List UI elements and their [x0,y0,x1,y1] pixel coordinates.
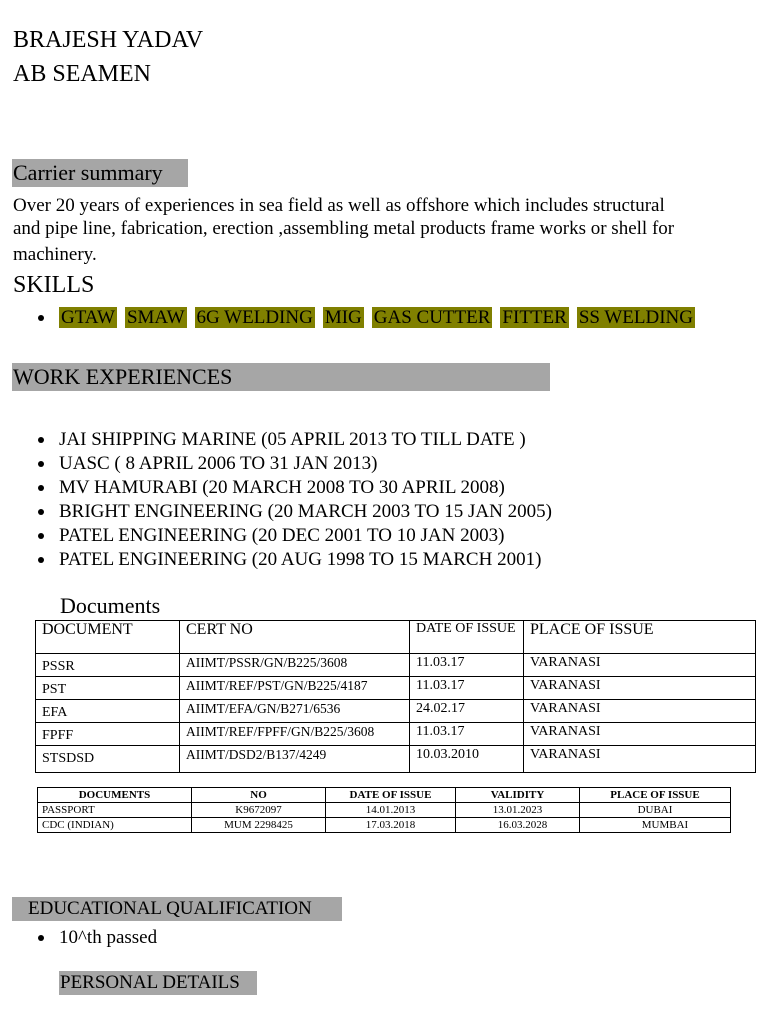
skill-ss-welding: SS WELDING [578,307,693,328]
education-title: EDUCATIONAL QUALIFICATION [28,898,312,919]
skills-item [37,306,695,330]
cell-date: 17.03.2018 [326,818,456,833]
cell-date: 10.03.2010 [410,746,524,773]
skills-heading: SKILLS [13,272,95,298]
summary-text [13,194,674,266]
cell-document: CDC (INDIAN) [38,818,192,833]
cell-cert-no: AIIMT/DSD2/B137/4249 [180,746,410,773]
cell-date: 11.03.17 [410,677,524,700]
skill-gtaw: GTAW [61,307,115,328]
header-cell: DOCUMENTS [38,788,192,803]
work-item: BRIGHT ENGINEERING (20 MARCH 2003 TO 15 JAN 2005) [37,500,552,524]
work-list [37,428,552,572]
education-item: 10^th passed [37,926,157,950]
summary-line-1: Over 20 years of experiences in sea field as well as offshore which includes structural [13,195,665,216]
cell-document: EFA [36,700,180,723]
education-list [37,926,157,950]
header-cell: VALIDITY [456,788,580,803]
skill-mig: MIG [324,307,362,328]
documents-heading: Documents [60,593,161,618]
cell-document: PSSR [36,654,180,677]
table-row [36,723,756,746]
cell-validity: 13.01.2023 [456,803,580,818]
certificates-header-row [36,621,756,654]
header-cell: PLACE OF ISSUE [580,788,731,803]
work-item: PATEL ENGINEERING (20 DEC 2001 TO 10 JAN 2003) [37,524,552,548]
cell-cert-no: AIIMT/REF/PST/GN/B225/4187 [180,677,410,700]
cell-place: VARANASI [524,746,756,773]
cell-document: PST [36,677,180,700]
cell-document: FPFF [36,723,180,746]
work-item: MV HAMURABI (20 MARCH 2008 TO 30 APRIL 2008) [37,476,552,500]
work-heading [12,363,550,391]
cell-place: MUMBAI [580,818,731,833]
work-title: WORK EXPERIENCES [13,364,233,389]
work-item: UASC ( 8 APRIL 2006 TO 31 JAN 2013) [37,452,552,476]
header-cell: PLACE OF ISSUE [524,621,756,654]
cell-place: VARANASI [524,700,756,723]
cell-cert-no: AIIMT/REF/FPFF/GN/B225/3608 [180,723,410,746]
candidate-name: BRAJESH YADAV [13,27,204,53]
skill-fitter: FITTER [502,307,567,328]
cell-document: PASSPORT [38,803,192,818]
id-documents-header-row [38,788,731,803]
cell-validity: 16.03.2028 [456,818,580,833]
cell-place: VARANASI [524,654,756,677]
table-row [38,803,731,818]
skills-list [37,306,695,330]
work-item: JAI SHIPPING MARINE (05 APRIL 2013 TO TILL DATE ) [37,428,552,452]
summary-line-2: and pipe line, fabrication, erection ,assembling metal products frame works or shell for [13,218,675,239]
cell-document: STSDSD [36,746,180,773]
cell-date: 24.02.17 [410,700,524,723]
summary-title: Carrier summary [13,160,163,185]
certificates-table [35,620,756,773]
cell-number: MUM 2298425 [192,818,326,833]
cell-date: 11.03.17 [410,654,524,677]
header-cell: DOCUMENT [36,621,180,654]
header-cell: NO [192,788,326,803]
summary-heading [12,159,188,187]
summary-line-3: machinery. [13,244,97,265]
table-row [36,677,756,700]
table-row [38,818,731,833]
skill-6g-welding: 6G WELDING [196,307,313,328]
cell-cert-no: AIIMT/EFA/GN/B271/6536 [180,700,410,723]
skill-gas-cutter: GAS CUTTER [373,307,491,328]
cell-date: 11.03.17 [410,723,524,746]
candidate-role: AB SEAMEN [13,61,152,87]
header-cell: DATE OF ISSUE [410,621,524,654]
table-row [36,746,756,773]
personal-title: PERSONAL DETAILS [60,972,240,993]
work-item: PATEL ENGINEERING (20 AUG 1998 TO 15 MARCH 2001) [37,548,552,572]
cell-place: DUBAI [580,803,731,818]
header-cell: CERT NO [180,621,410,654]
cell-date: 14.01.2013 [326,803,456,818]
skill-smaw: SMAW [126,307,185,328]
id-documents-table [37,787,731,833]
table-row [36,700,756,723]
education-heading [12,897,342,921]
table-row [36,654,756,677]
cell-cert-no: AIIMT/PSSR/GN/B225/3608 [180,654,410,677]
personal-heading [59,971,257,995]
cell-number: K9672097 [192,803,326,818]
cell-place: VARANASI [524,677,756,700]
cell-place: VARANASI [524,723,756,746]
header-cell: DATE OF ISSUE [326,788,456,803]
